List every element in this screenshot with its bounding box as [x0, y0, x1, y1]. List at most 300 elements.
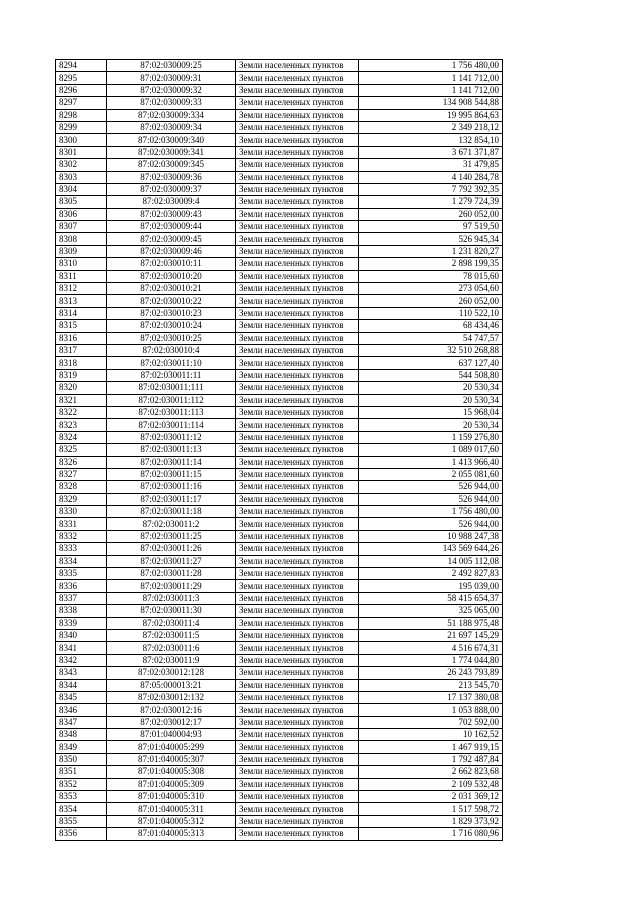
cadastral-number: 87:02:030012:16 — [107, 704, 236, 716]
cadastral-number: 87:02:030011:26 — [107, 543, 236, 555]
cadastral-value: 78 015,60 — [359, 270, 503, 282]
table-row — [56, 815, 503, 827]
cadastral-value: 20 530,34 — [359, 394, 503, 406]
land-category: Земли населенных пунктов — [236, 84, 359, 96]
row-number: 8341 — [56, 642, 107, 654]
cadastral-value: 1 231 820,27 — [359, 245, 503, 257]
land-category: Земли населенных пунктов — [236, 468, 359, 480]
land-category: Земли населенных пунктов — [236, 196, 359, 208]
land-category: Земли населенных пунктов — [236, 642, 359, 654]
table-row — [56, 382, 503, 394]
row-number: 8350 — [56, 753, 107, 765]
cadastral-number: 87:02:030011:17 — [107, 493, 236, 505]
cadastral-number: 87:01:040005:309 — [107, 778, 236, 790]
row-number: 8294 — [56, 60, 107, 72]
table-row — [56, 431, 503, 443]
table-row — [56, 530, 503, 542]
row-number: 8299 — [56, 121, 107, 133]
land-category: Земли населенных пунктов — [236, 580, 359, 592]
land-category: Земли населенных пунктов — [236, 270, 359, 282]
cadastral-value: 1 774 044,80 — [359, 654, 503, 666]
cadastral-number: 87:02:030011:13 — [107, 444, 236, 456]
cadastral-value: 2 349 218,12 — [359, 121, 503, 133]
cadastral-number: 87:02:030012:132 — [107, 691, 236, 703]
cadastral-value: 526 945,34 — [359, 233, 503, 245]
land-category: Земли населенных пунктов — [236, 444, 359, 456]
land-category: Земли населенных пунктов — [236, 704, 359, 716]
land-category: Земли населенных пунктов — [236, 258, 359, 270]
row-number: 8317 — [56, 344, 107, 356]
row-number: 8327 — [56, 468, 107, 480]
row-number: 8331 — [56, 518, 107, 530]
table-row — [56, 208, 503, 220]
land-category: Земли населенных пунктов — [236, 605, 359, 617]
cadastral-number: 87:02:030010:24 — [107, 320, 236, 332]
table-row — [56, 406, 503, 418]
row-number: 8353 — [56, 791, 107, 803]
table-row — [56, 233, 503, 245]
cadastral-value: 2 109 532,48 — [359, 778, 503, 790]
cadastral-value: 1 467 919,15 — [359, 741, 503, 753]
cadastral-number: 87:02:030011:18 — [107, 506, 236, 518]
cadastral-number: 87:02:030011:11 — [107, 369, 236, 381]
cadastral-number: 87:01:040005:310 — [107, 791, 236, 803]
table-row — [56, 753, 503, 765]
land-category: Земли населенных пунктов — [236, 245, 359, 257]
row-number: 8305 — [56, 196, 107, 208]
row-number: 8326 — [56, 456, 107, 468]
cadastral-number: 87:02:030009:37 — [107, 183, 236, 195]
table-row — [56, 506, 503, 518]
cadastral-value: 10 988 247,38 — [359, 530, 503, 542]
cadastral-number: 87:02:030009:32 — [107, 84, 236, 96]
cadastral-number: 87:02:030009:36 — [107, 171, 236, 183]
land-category: Земли населенных пунктов — [236, 233, 359, 245]
row-number: 8312 — [56, 283, 107, 295]
land-category: Земли населенных пунктов — [236, 357, 359, 369]
table-row — [56, 704, 503, 716]
row-number: 8324 — [56, 431, 107, 443]
cadastral-number: 87:02:030012:128 — [107, 667, 236, 679]
land-category: Земли населенных пунктов — [236, 654, 359, 666]
row-number: 8298 — [56, 109, 107, 121]
row-number: 8319 — [56, 369, 107, 381]
cadastral-number: 87:02:030009:340 — [107, 134, 236, 146]
table-row — [56, 592, 503, 604]
cadastral-value: 54 747,57 — [359, 332, 503, 344]
table-row — [56, 295, 503, 307]
cadastral-value: 1 279 724,39 — [359, 196, 503, 208]
table-row — [56, 716, 503, 728]
cadastral-number: 87:02:030010:25 — [107, 332, 236, 344]
table-row — [56, 159, 503, 171]
row-number: 8301 — [56, 146, 107, 158]
cadastral-value: 4 516 674,31 — [359, 642, 503, 654]
cadastral-number: 87:01:040005:313 — [107, 828, 236, 840]
row-number: 8306 — [56, 208, 107, 220]
cadastral-number: 87:02:030011:5 — [107, 629, 236, 641]
table-row — [56, 456, 503, 468]
cadastral-value: 14 005 112,08 — [359, 555, 503, 567]
cadastral-value: 273 054,60 — [359, 283, 503, 295]
cadastral-value: 132 854,10 — [359, 134, 503, 146]
cadastral-number: 87:02:030009:334 — [107, 109, 236, 121]
table-row — [56, 778, 503, 790]
land-category: Земли населенных пунктов — [236, 382, 359, 394]
row-number: 8339 — [56, 617, 107, 629]
cadastral-value: 1 829 373,92 — [359, 815, 503, 827]
cadastral-value: 1 089 017,60 — [359, 444, 503, 456]
cadastral-number: 87:02:030009:46 — [107, 245, 236, 257]
cadastral-value: 68 434,46 — [359, 320, 503, 332]
cadastral-value: 21 697 145,29 — [359, 629, 503, 641]
cadastral-value: 4 140 284,78 — [359, 171, 503, 183]
cadastral-number: 87:02:030010:22 — [107, 295, 236, 307]
cadastral-number: 87:02:030010:21 — [107, 283, 236, 295]
cadastral-number: 87:02:030009:341 — [107, 146, 236, 158]
cadastral-number: 87:02:030011:30 — [107, 605, 236, 617]
land-category: Земли населенных пунктов — [236, 518, 359, 530]
cadastral-number: 87:02:030009:44 — [107, 221, 236, 233]
cadastral-value: 26 243 793,89 — [359, 667, 503, 679]
land-category: Земли населенных пунктов — [236, 295, 359, 307]
cadastral-value: 1 792 487,84 — [359, 753, 503, 765]
cadastral-value: 325 065,00 — [359, 605, 503, 617]
table-row — [56, 629, 503, 641]
table-row — [56, 357, 503, 369]
cadastral-number: 87:02:030010:23 — [107, 307, 236, 319]
cadastral-value: 15 968,04 — [359, 406, 503, 418]
land-category: Земли населенных пунктов — [236, 691, 359, 703]
cadastral-value: 2 031 369,12 — [359, 791, 503, 803]
table-row — [56, 72, 503, 84]
cadastral-number: 87:02:030009:33 — [107, 97, 236, 109]
table-row — [56, 109, 503, 121]
table-row — [56, 258, 503, 270]
cadastral-number: 87:02:030009:25 — [107, 60, 236, 72]
row-number: 8304 — [56, 183, 107, 195]
row-number: 8295 — [56, 72, 107, 84]
cadastral-number: 87:02:030011:4 — [107, 617, 236, 629]
table-row — [56, 146, 503, 158]
land-category: Земли населенных пунктов — [236, 766, 359, 778]
cadastral-value: 2 055 081,60 — [359, 468, 503, 480]
table-row — [56, 221, 503, 233]
cadastral-value: 20 530,34 — [359, 382, 503, 394]
row-number: 8314 — [56, 307, 107, 319]
cadastral-number: 87:02:030011:3 — [107, 592, 236, 604]
row-number: 8356 — [56, 828, 107, 840]
land-category: Земли населенных пунктов — [236, 208, 359, 220]
land-category: Земли населенных пунктов — [236, 146, 359, 158]
cadastral-value: 1 053 888,00 — [359, 704, 503, 716]
land-category: Земли населенных пунктов — [236, 617, 359, 629]
table-row — [56, 60, 503, 72]
land-category: Земли населенных пунктов — [236, 667, 359, 679]
cadastral-value: 1 141 712,00 — [359, 84, 503, 96]
row-number: 8343 — [56, 667, 107, 679]
table-row — [56, 568, 503, 580]
table-row — [56, 828, 503, 840]
table-row — [56, 580, 503, 592]
cadastral-value: 20 530,34 — [359, 419, 503, 431]
land-category: Земли населенных пунктов — [236, 481, 359, 493]
table-row — [56, 654, 503, 666]
cadastral-number: 87:02:030011:29 — [107, 580, 236, 592]
cadastral-number: 87:02:030011:114 — [107, 419, 236, 431]
land-category: Земли населенных пунктов — [236, 307, 359, 319]
land-category: Земли населенных пунктов — [236, 183, 359, 195]
cadastral-number: 87:02:030010:20 — [107, 270, 236, 282]
table-row — [56, 741, 503, 753]
table-row — [56, 605, 503, 617]
row-number: 8308 — [56, 233, 107, 245]
cadastral-value: 526 944,00 — [359, 493, 503, 505]
land-category: Земли населенных пунктов — [236, 493, 359, 505]
cadastral-number: 87:02:030011:27 — [107, 555, 236, 567]
table-row — [56, 617, 503, 629]
cadastral-number: 87:01:040005:299 — [107, 741, 236, 753]
table-row — [56, 134, 503, 146]
cadastral-number: 87:02:030011:111 — [107, 382, 236, 394]
cadastral-value: 134 908 544,88 — [359, 97, 503, 109]
row-number: 8318 — [56, 357, 107, 369]
land-category: Земли населенных пунктов — [236, 506, 359, 518]
cadastral-value: 260 052,00 — [359, 208, 503, 220]
land-category: Земли населенных пунктов — [236, 419, 359, 431]
cadastral-number: 87:02:030009:31 — [107, 72, 236, 84]
cadastral-value: 7 792 392,35 — [359, 183, 503, 195]
land-category: Земли населенных пунктов — [236, 320, 359, 332]
row-number: 8337 — [56, 592, 107, 604]
row-number: 8325 — [56, 444, 107, 456]
row-number: 8328 — [56, 481, 107, 493]
table-row — [56, 121, 503, 133]
row-number: 8355 — [56, 815, 107, 827]
land-category: Земли населенных пунктов — [236, 344, 359, 356]
cadastral-value: 1 159 276,80 — [359, 431, 503, 443]
cadastral-value: 260 052,00 — [359, 295, 503, 307]
row-number: 8300 — [56, 134, 107, 146]
row-number: 8297 — [56, 97, 107, 109]
row-number: 8347 — [56, 716, 107, 728]
table-row — [56, 803, 503, 815]
land-category: Земли населенных пунктов — [236, 530, 359, 542]
cadastral-value: 143 569 644,26 — [359, 543, 503, 555]
row-number: 8336 — [56, 580, 107, 592]
cadastral-number: 87:02:030011:113 — [107, 406, 236, 418]
cadastral-value: 19 995 864,63 — [359, 109, 503, 121]
cadastral-number: 87:02:030009:4 — [107, 196, 236, 208]
row-number: 8354 — [56, 803, 107, 815]
cadastral-number: 87:02:030009:34 — [107, 121, 236, 133]
cadastral-value: 17 137 380,08 — [359, 691, 503, 703]
table-row — [56, 171, 503, 183]
land-category: Земли населенных пунктов — [236, 60, 359, 72]
table-row — [56, 394, 503, 406]
cadastral-number: 87:05:000013:21 — [107, 679, 236, 691]
land-category: Земли населенных пунктов — [236, 72, 359, 84]
cadastral-value: 637 127,40 — [359, 357, 503, 369]
land-category: Земли населенных пунктов — [236, 406, 359, 418]
land-category: Земли населенных пунктов — [236, 679, 359, 691]
row-number: 8345 — [56, 691, 107, 703]
land-category: Земли населенных пунктов — [236, 332, 359, 344]
table-row — [56, 344, 503, 356]
cadastral-value: 10 162,52 — [359, 729, 503, 741]
table-row — [56, 283, 503, 295]
cadastral-value: 97 519,50 — [359, 221, 503, 233]
row-number: 8311 — [56, 270, 107, 282]
row-number: 8323 — [56, 419, 107, 431]
cadastral-number: 87:02:030011:112 — [107, 394, 236, 406]
cadastral-value: 702 592,00 — [359, 716, 503, 728]
row-number: 8348 — [56, 729, 107, 741]
cadastral-number: 87:02:030011:14 — [107, 456, 236, 468]
cadastral-value: 1 756 480,00 — [359, 60, 503, 72]
cadastral-value: 110 522,10 — [359, 307, 503, 319]
cadastral-value: 2 898 199,35 — [359, 258, 503, 270]
table-row — [56, 729, 503, 741]
cadastral-number: 87:02:030011:10 — [107, 357, 236, 369]
cadastral-value: 526 944,00 — [359, 481, 503, 493]
land-category: Земли населенных пунктов — [236, 109, 359, 121]
row-number: 8309 — [56, 245, 107, 257]
cadastral-value: 1 517 598,72 — [359, 803, 503, 815]
table-row — [56, 691, 503, 703]
cadastral-number: 87:02:030011:25 — [107, 530, 236, 542]
land-category: Земли населенных пунктов — [236, 815, 359, 827]
cadastral-number: 87:02:030009:345 — [107, 159, 236, 171]
land-category: Земли населенных пунктов — [236, 171, 359, 183]
row-number: 8307 — [56, 221, 107, 233]
row-number: 8342 — [56, 654, 107, 666]
table-row — [56, 419, 503, 431]
land-category: Земли населенных пунктов — [236, 431, 359, 443]
cadastral-number: 87:02:030010:11 — [107, 258, 236, 270]
cadastral-value: 526 944,00 — [359, 518, 503, 530]
table-row — [56, 84, 503, 96]
cadastral-value: 1 141 712,00 — [359, 72, 503, 84]
land-category: Земли населенных пунктов — [236, 568, 359, 580]
cadastral-number: 87:02:030011:15 — [107, 468, 236, 480]
cadastral-value: 58 415 654,37 — [359, 592, 503, 604]
row-number: 8344 — [56, 679, 107, 691]
row-number: 8316 — [56, 332, 107, 344]
cadastral-value: 2 662 823,68 — [359, 766, 503, 778]
row-number: 8340 — [56, 629, 107, 641]
land-category: Земли населенных пунктов — [236, 729, 359, 741]
land-category: Земли населенных пунктов — [236, 753, 359, 765]
row-number: 8302 — [56, 159, 107, 171]
land-category: Земли населенных пунктов — [236, 791, 359, 803]
land-category: Земли населенных пунктов — [236, 803, 359, 815]
land-category: Земли населенных пунктов — [236, 394, 359, 406]
table-row — [56, 270, 503, 282]
row-number: 8310 — [56, 258, 107, 270]
land-category: Земли населенных пунктов — [236, 778, 359, 790]
cadastral-number: 87:02:030011:12 — [107, 431, 236, 443]
land-category: Земли населенных пунктов — [236, 283, 359, 295]
row-number: 8330 — [56, 506, 107, 518]
cadastral-value: 2 492 827,83 — [359, 568, 503, 580]
table-row — [56, 332, 503, 344]
cadastral-number: 87:01:040005:308 — [107, 766, 236, 778]
land-category: Земли населенных пунктов — [236, 716, 359, 728]
table-row — [56, 543, 503, 555]
cadastral-number: 87:01:040005:307 — [107, 753, 236, 765]
land-category: Земли населенных пунктов — [236, 741, 359, 753]
cadastral-number: 87:02:030009:43 — [107, 208, 236, 220]
table-row — [56, 468, 503, 480]
row-number: 8334 — [56, 555, 107, 567]
land-category: Земли населенных пунктов — [236, 828, 359, 840]
table-row — [56, 369, 503, 381]
cadastral-number: 87:01:040005:311 — [107, 803, 236, 815]
row-number: 8313 — [56, 295, 107, 307]
cadastral-value: 1 716 080,96 — [359, 828, 503, 840]
land-category: Земли населенных пунктов — [236, 592, 359, 604]
cadastral-value: 32 510 268,88 — [359, 344, 503, 356]
cadastral-number: 87:02:030011:28 — [107, 568, 236, 580]
row-number: 8303 — [56, 171, 107, 183]
cadastral-value: 544 508,80 — [359, 369, 503, 381]
table-row — [56, 642, 503, 654]
table-row — [56, 307, 503, 319]
cadastral-number: 87:02:030011:6 — [107, 642, 236, 654]
row-number: 8351 — [56, 766, 107, 778]
table-row — [56, 245, 503, 257]
land-category: Земли населенных пунктов — [236, 134, 359, 146]
table-row — [56, 183, 503, 195]
land-category: Земли населенных пунктов — [236, 456, 359, 468]
table-row — [56, 518, 503, 530]
row-number: 8332 — [56, 530, 107, 542]
cadastral-value: 31 479,85 — [359, 159, 503, 171]
row-number: 8315 — [56, 320, 107, 332]
land-category: Земли населенных пунктов — [236, 97, 359, 109]
cadastral-number: 87:02:030011:2 — [107, 518, 236, 530]
cadastral-number: 87:01:040005:312 — [107, 815, 236, 827]
row-number: 8346 — [56, 704, 107, 716]
land-category: Земли населенных пунктов — [236, 221, 359, 233]
cadastral-number: 87:02:030009:45 — [107, 233, 236, 245]
table-row — [56, 97, 503, 109]
row-number: 8320 — [56, 382, 107, 394]
cadastral-value: 3 671 371,87 — [359, 146, 503, 158]
cadastral-value: 213 545,70 — [359, 679, 503, 691]
table-row — [56, 791, 503, 803]
land-category: Земли населенных пунктов — [236, 159, 359, 171]
table-row — [56, 667, 503, 679]
cadastral-number: 87:02:030011:16 — [107, 481, 236, 493]
row-number: 8322 — [56, 406, 107, 418]
cadastral-number: 87:01:040004:93 — [107, 729, 236, 741]
cadastral-value: 1 413 966,40 — [359, 456, 503, 468]
table-row — [56, 320, 503, 332]
cadastral-value-table — [55, 59, 503, 841]
land-category: Земли населенных пунктов — [236, 369, 359, 381]
table-row — [56, 481, 503, 493]
table-row — [56, 493, 503, 505]
table-row — [56, 766, 503, 778]
row-number: 8352 — [56, 778, 107, 790]
land-category: Земли населенных пунктов — [236, 121, 359, 133]
table-row — [56, 679, 503, 691]
cadastral-value: 51 188 975,48 — [359, 617, 503, 629]
cadastral-value: 195 039,00 — [359, 580, 503, 592]
land-category: Земли населенных пунктов — [236, 555, 359, 567]
